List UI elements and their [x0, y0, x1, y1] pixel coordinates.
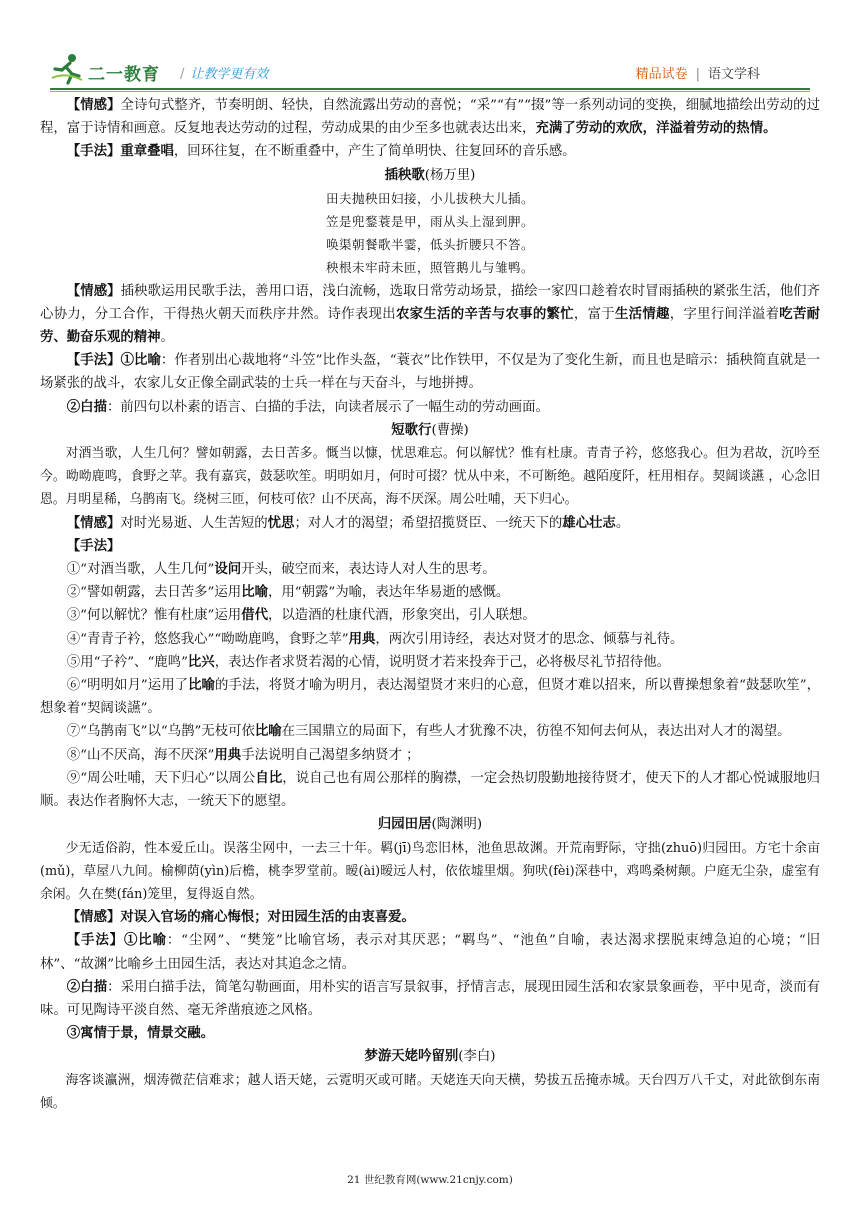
header-divider — [50, 88, 810, 90]
poem-text: 海客谈瀛洲，烟涛微茫信难求；越人语天姥，云霓明灭或可睹。天姥连天向天横，势拔五岳掩赤城。天台四万八千丈，对此欲倒东南倾。 — [40, 1072, 820, 1111]
poem-title: 梦游天姥吟留别(李白) — [364, 1049, 496, 1065]
list-item: ⑦“乌鹊南飞”以“乌鹊”无枝可依比喻在三国鼎立的局面下，有些人才犹豫不决，彷徨不知何去何从，表达出对人才的渴望。 — [66, 723, 791, 740]
list-item: ⑥“明明如月”运用了比喻的手法，将贤才喻为明月，表达渴望贤才来归的心意，但贤才难以招来，所以曹操想象着“鼓瑟吹笙”，想象着“契阔谈讌”。 — [40, 677, 820, 717]
poem-title: 短歌行(曹操) — [391, 422, 469, 438]
list-item: ②“譬如朝露，去日苦多”运用比喻，用“朝露”为喻，表达年华易逝的感慨。 — [66, 584, 510, 601]
list-item: ⑨“周公吐哺，天下归心”以周公自比，说自己也有周公那样的胸襟，一定会热切殷勤地接待贤才，使天下的人才都心悦诚服地归顺。表达作者胸怀大志，一统天下的愿望。 — [40, 769, 820, 810]
list-item: ⑧“山不厌高，海不厌深”用典手法说明自己渴望多纳贤才 ； — [66, 746, 420, 763]
runner-logo-icon — [50, 52, 84, 86]
poem-text: 少无适俗韵，性本爱丘山。误落尘网中，一去三十年。羁(jī)鸟恋旧林，池鱼思故渊。开荒南野际，守拙(zhuō)归园田。方宅十余亩(mǔ)，草屋八九间。榆柳荫(yìn)后檐，桃李罗堂前。暧(ài)暧远人村，依依墟里烟。狗吠(fèi)深巷中，鸡鸣桑树颠。户庭无尘杂，虚室有余闲。久在樊(fán)笼里，复得返自然。 — [40, 840, 820, 902]
subject-label: 语文学科 — [707, 67, 760, 82]
header-right: 精品试卷 | 语文学科 — [635, 67, 760, 82]
paragraph: 【手法】①比喻：“尘网”、“樊笼”比喻官场，表示对其厌恶；“羁鸟”、“池鱼”自喻，表达渴求摆脱束缚急迫的心境；“旧林”、“故渊”比喻乡土田园生活，表达对其追念之情。 — [40, 932, 821, 972]
paragraph: ②白描：前四句以朴素的语言、白描的手法，向读者展示了一幅生动的劳动画面。 — [66, 398, 549, 415]
poem-line: 笠是兜鍪蓑是甲，雨从头上湿到胛。 — [325, 214, 534, 230]
page-header — [0, 0, 860, 96]
paragraph: ③寓情于景，情景交融。 — [66, 1025, 215, 1042]
list-item: ①“对酒当歌，人生几何”设问开头，破空而来，表达诗人对人生的思考。 — [66, 561, 496, 578]
page-footer: 21 世纪教育网(www.21cnjy.com) — [347, 1174, 513, 1186]
paragraph: 【情感】插秧歌运用民歌手法，善用口语，浅白流畅，选取日常劳动场景，描绘一家四口趁着农时冒雨插秧的紧张生活，他们齐心协力，分工合作，干得热火朝天而秩序井然。诗作表现出农家生活的辛苦与农事的繁忙，富于生活情趣，字里行间洋溢着吃苦耐劳、勤奋乐观的精神。 — [40, 282, 821, 346]
poem-line: 秧根未牢莳未匝，照管鹅儿与雏鸭。 — [325, 260, 534, 276]
paragraph: 【手法】 — [66, 537, 121, 554]
paragraph: ②白描：采用白描手法，简笔勾勒画面，用朴实的语言写景叙事，抒情言志，展现田园生活和农家景象画卷，平中见奇，淡而有味。可见陶诗平淡自然、毫无斧凿痕迹之风格。 — [40, 978, 821, 1018]
document-body — [40, 94, 820, 1115]
paragraph: 【手法】重章叠唱，回环往复，在不断重叠中，产生了简单明快、往复回环的音乐感。 — [66, 143, 576, 160]
premium-label: 精品试卷 — [635, 67, 688, 82]
poem-line: 唤渠朝餐歌半霎，低头折腰只不答。 — [325, 237, 534, 253]
poem-title: 归园田居(陶渊明) — [377, 817, 483, 833]
header-divider-thin — [50, 91, 810, 92]
list-item: ④“青青子衿，悠悠我心”“呦呦鹿鸣，食野之苹”用典，两次引用诗经，表达对贤才的思念、倾慕与礼待。 — [66, 630, 684, 647]
paragraph: 【情感】对误入官场的痛心悔恨；对田园生活的由衷喜爱。 — [66, 909, 415, 926]
logo-text: 二一教育 — [88, 65, 160, 85]
paragraph: 【情感】全诗句式整齐，节奏明朗、轻快，自然流露出劳动的喜悦；“采”“有”“掇”等一系列动词的变换，细腻地描绘出劳动的过程，富于诗情和画意。反复地表达劳动的过程，劳动成果的由少至多也就表达出来，充满了劳动的欢欣，洋溢着劳动的热情。 — [40, 97, 821, 137]
list-item: ⑤用“子衿”、“鹿鸣”比兴，表达作者求贤若渴的心情，说明贤才若来投奔于己，必将极尽礼节招待他。 — [66, 653, 670, 670]
poem-line: 田夫抛秧田妇接，小儿拔秧大儿插。 — [325, 190, 534, 206]
slogan: / 让教学更有效 — [180, 67, 269, 82]
poem-title: 插秧歌(杨万里) — [384, 167, 476, 183]
paragraph: 【情感】对时光易逝、人生苦短的忧思；对人才的渴望；希望招揽贤臣、一统天下的雄心壮志。 — [66, 514, 630, 531]
poem-text: 对酒当歌，人生几何？譬如朝露，去日苦多。慨当以慷，忧思难忘。何以解忧？惟有杜康。青青子衿，悠悠我心。但为君故，沉吟至今。呦呦鹿鸣，食野之苹。我有嘉宾，鼓瑟吹笙。明明如月，何时可掇？忧从中来，不可断绝。越陌度阡，枉用相存。契阔谈讌 ，心念旧恩。月明星稀，乌鹊南飞。绕树三匝，何枝可依？山不厌高，海不厌深。周公吐哺，天下归心。 — [40, 446, 820, 508]
list-item: ③“何以解忧？惟有杜康”运用借代，以造酒的杜康代酒，形象突出，引人联想。 — [66, 607, 536, 624]
paragraph: 【手法】①比喻：作者别出心裁地将“斗笠”比作头盔，“蓑衣”比作铁甲，不仅是为了变化生新，而且也是暗示：插秧简直就是一场紧张的战斗，农家儿女正像全副武装的士兵一样在与天奋斗，与地拼搏。 — [40, 352, 821, 392]
